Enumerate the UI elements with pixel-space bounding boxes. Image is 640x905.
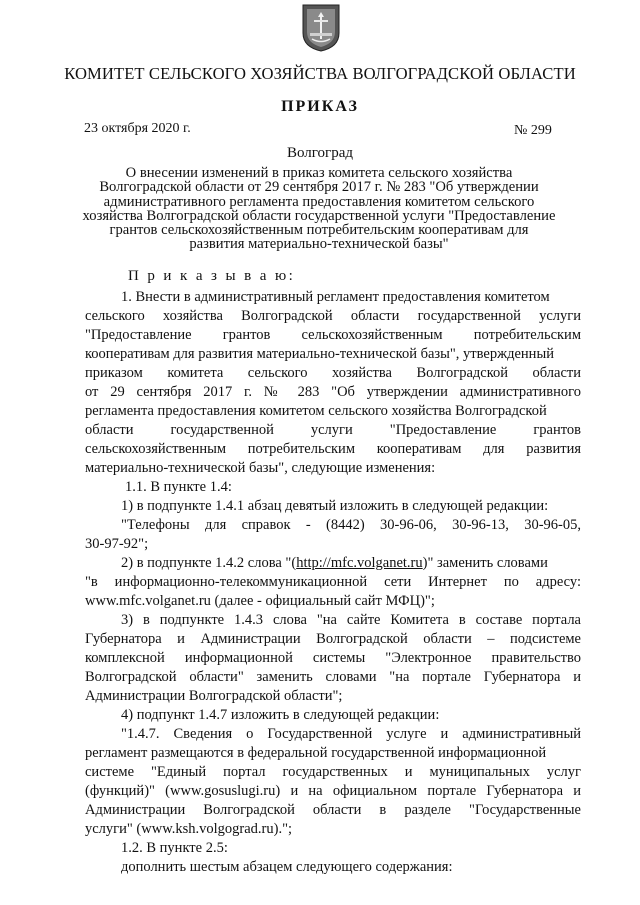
clause-1-1: 1.1. В пункте 1.4:: [125, 479, 232, 495]
document-type: ПРИКАЗ: [281, 98, 359, 115]
city-name: Волгоград: [286, 145, 353, 161]
order-number: № 299: [514, 123, 552, 138]
body-line: комплексной информационной системы "Электронное правительство: [85, 650, 581, 666]
phones-line: 30-97-92";: [85, 536, 149, 552]
body-line: 1. Внести в административный регламент предоставления комитетом: [121, 289, 550, 305]
subclause-2-text: )" заменить словами: [422, 555, 548, 571]
body-line: регламент размещаются в федеральной государственной информационной: [85, 745, 547, 761]
body-line: материально-технической базы", следующие изменения:: [85, 460, 436, 476]
body-line: Волгоградской области" заменить словами "на портале Губернатора и: [85, 669, 581, 685]
body-line: Администрации Волгоградской области";: [85, 688, 343, 704]
body-line: услуги" (www.ksh.volgograd.ru).";: [85, 821, 293, 837]
body-line: "Предоставление грантов сельскохозяйственным потребительским: [85, 327, 581, 343]
body-line: кооперативам для развития материально-технической базы", утвержденный: [85, 346, 554, 362]
body-line: сельского хозяйства Волгоградской области государственной услуги: [85, 308, 581, 324]
body-line: www.mfc.volganet.ru (далее - официальный сайт МФЦ)";: [85, 593, 435, 609]
body-line: регламента предоставления комитетом сельского хозяйства Волгоградской: [85, 403, 547, 419]
body-line: области государственной услуги "Предоставление грантов: [85, 422, 581, 438]
clause-1-4-7: "1.4.7. Сведения о Государственной услуге и административный: [121, 726, 581, 742]
subject-line: Волгоградской области от 29 сентября 2017 г. № 283 "Об утверждении: [99, 179, 539, 196]
body-line: системе "Единый портал государственных и муниципальных услуг: [85, 764, 581, 780]
body-line: сельскохозяйственным потребительским кооперативам для развития: [85, 441, 581, 457]
subject-line: О внесении изменений в приказ комитета сельского хозяйства: [125, 165, 513, 181]
subclause-2: [121, 555, 581, 572]
subclause-2-text: 2) в подпункте 1.4.2 слова "(: [121, 555, 297, 571]
subject-line: административного регламента предоставления комитетом сельского: [103, 193, 535, 210]
subject-line: развития материально-технической базы": [189, 236, 449, 253]
order-date: 23 октября 2020 г.: [84, 121, 191, 136]
volgograd-coat-of-arms-icon: [301, 3, 341, 53]
phones-line: "Телефоны для справок - (8442) 30-96-06, 30-96-13, 30-96-05,: [121, 517, 581, 533]
order-subject: [82, 166, 556, 252]
subclause-1: 1) в подпункте 1.4.1 абзац девятый изложить в следующей редакции:: [121, 498, 549, 514]
mfc-link[interactable]: http://mfc.volganet.ru: [296, 555, 423, 571]
subclause-3: 3) в подпункте 1.4.3 слова "на сайте Комитета в составе портала: [121, 612, 581, 628]
body-line: Администрации Волгоградской области в разделе "Государственные: [85, 802, 581, 818]
body-line: "в информационно-телекоммуникационной сети Интернет по адресу:: [85, 574, 581, 590]
body-line: от 29 сентября 2017 г. № 283 "Об утверждении административного: [85, 384, 581, 400]
body-line: (функций)" (www.gosuslugi.ru) и на официальном портале Губернатора и: [85, 783, 581, 799]
body-line: приказом комитета сельского хозяйства Волгоградской области: [85, 365, 581, 381]
body-line: дополнить шестым абзацем следующего содержания:: [121, 859, 453, 875]
subclause-4: 4) подпункт 1.4.7 изложить в следующей редакции:: [121, 707, 440, 723]
body-line: Губернатора и Администрации Волгоградской области – подсистеме: [85, 631, 581, 647]
committee-name: КОМИТЕТ СЕЛЬСКОГО ХОЗЯЙСТВА ВОЛГОГРАДСКОЙ ОБЛАСТИ: [64, 64, 576, 83]
subject-line: грантов сельскохозяйственным потребительским кооперативам для: [109, 222, 529, 239]
clause-1-2: 1.2. В пункте 2.5:: [121, 840, 228, 856]
subject-line: хозяйства Волгоградской области государственной услуги "Предоставление: [82, 207, 556, 224]
decree-word: П р и к а з ы в а ю:: [128, 268, 296, 284]
